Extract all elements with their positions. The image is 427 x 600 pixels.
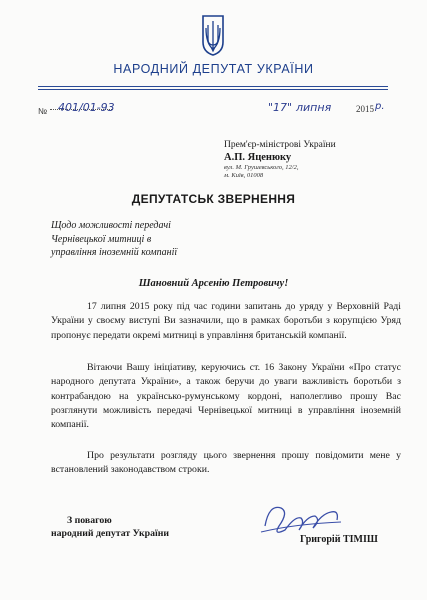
letterhead-divider xyxy=(38,86,388,90)
body-paragraph xyxy=(51,300,401,343)
registration-prefix: № xyxy=(38,106,48,116)
paragraph-text: Вітаючи Вашу ініціативу, керуючись ст. 16 Закону України «Про статус народного депутата України», а також беручи до уваги важливість боротьби з контрабандою на українсько-румунському кордоні, наполегливо прошу Вас розглянути можливість передачі Чернівецької митниці в управління іноземній компанії. xyxy=(51,362,401,431)
signatory-name: Григорій ТІМІШ xyxy=(300,534,378,545)
subject-line: Щодо можливості передачі xyxy=(51,220,171,231)
date-month: липня xyxy=(296,101,332,114)
addressee-block xyxy=(224,140,336,180)
date-suffix: р. xyxy=(375,101,385,112)
addressee-city: м. Київ, 01008 xyxy=(224,172,264,179)
addressee-name: А.П. Яценюку xyxy=(224,152,292,163)
registration-number: 401/01-93 xyxy=(58,101,115,114)
document-title: ДЕПУТАТСЬК ЗВЕРНЕННЯ xyxy=(131,192,296,206)
date-day: "17" xyxy=(268,101,293,114)
subject-line: Чернівецької митниці в xyxy=(51,233,152,245)
paragraph-text: Про результати розгляду цього звернення прошу повідомити мене у встановлений законодавством строки. xyxy=(51,450,401,476)
body-paragraph xyxy=(51,361,401,432)
closing-block xyxy=(51,514,169,540)
body-paragraph xyxy=(51,449,401,478)
addressee-street: вул. М. Грушевського, 12/2, xyxy=(224,164,299,171)
subject-block xyxy=(51,219,177,260)
closing-position: народний депутат України xyxy=(51,528,170,539)
date-year: 2015 xyxy=(356,104,374,114)
letterhead-title: НАРОДНИЙ ДЕПУТАТ УКРАЇНИ xyxy=(113,62,314,76)
closing-regards: З повагою xyxy=(67,515,112,526)
addressee-role: Прем'єр-міністрові України xyxy=(224,140,336,150)
trident-emblem-icon xyxy=(200,14,226,56)
subject-line: управління іноземній компанії xyxy=(51,247,178,258)
greeting: Шановний Арсенію Петровичу! xyxy=(138,278,289,289)
paragraph-text: 17 липня 2015 року під час години запитань до уряду у Верховній Раді України у своєму виступі Ви зазначили, що в рамках боротьби з корупцією Уряд пропонує передати окремі митниці в управління британській компанії. xyxy=(51,301,401,341)
